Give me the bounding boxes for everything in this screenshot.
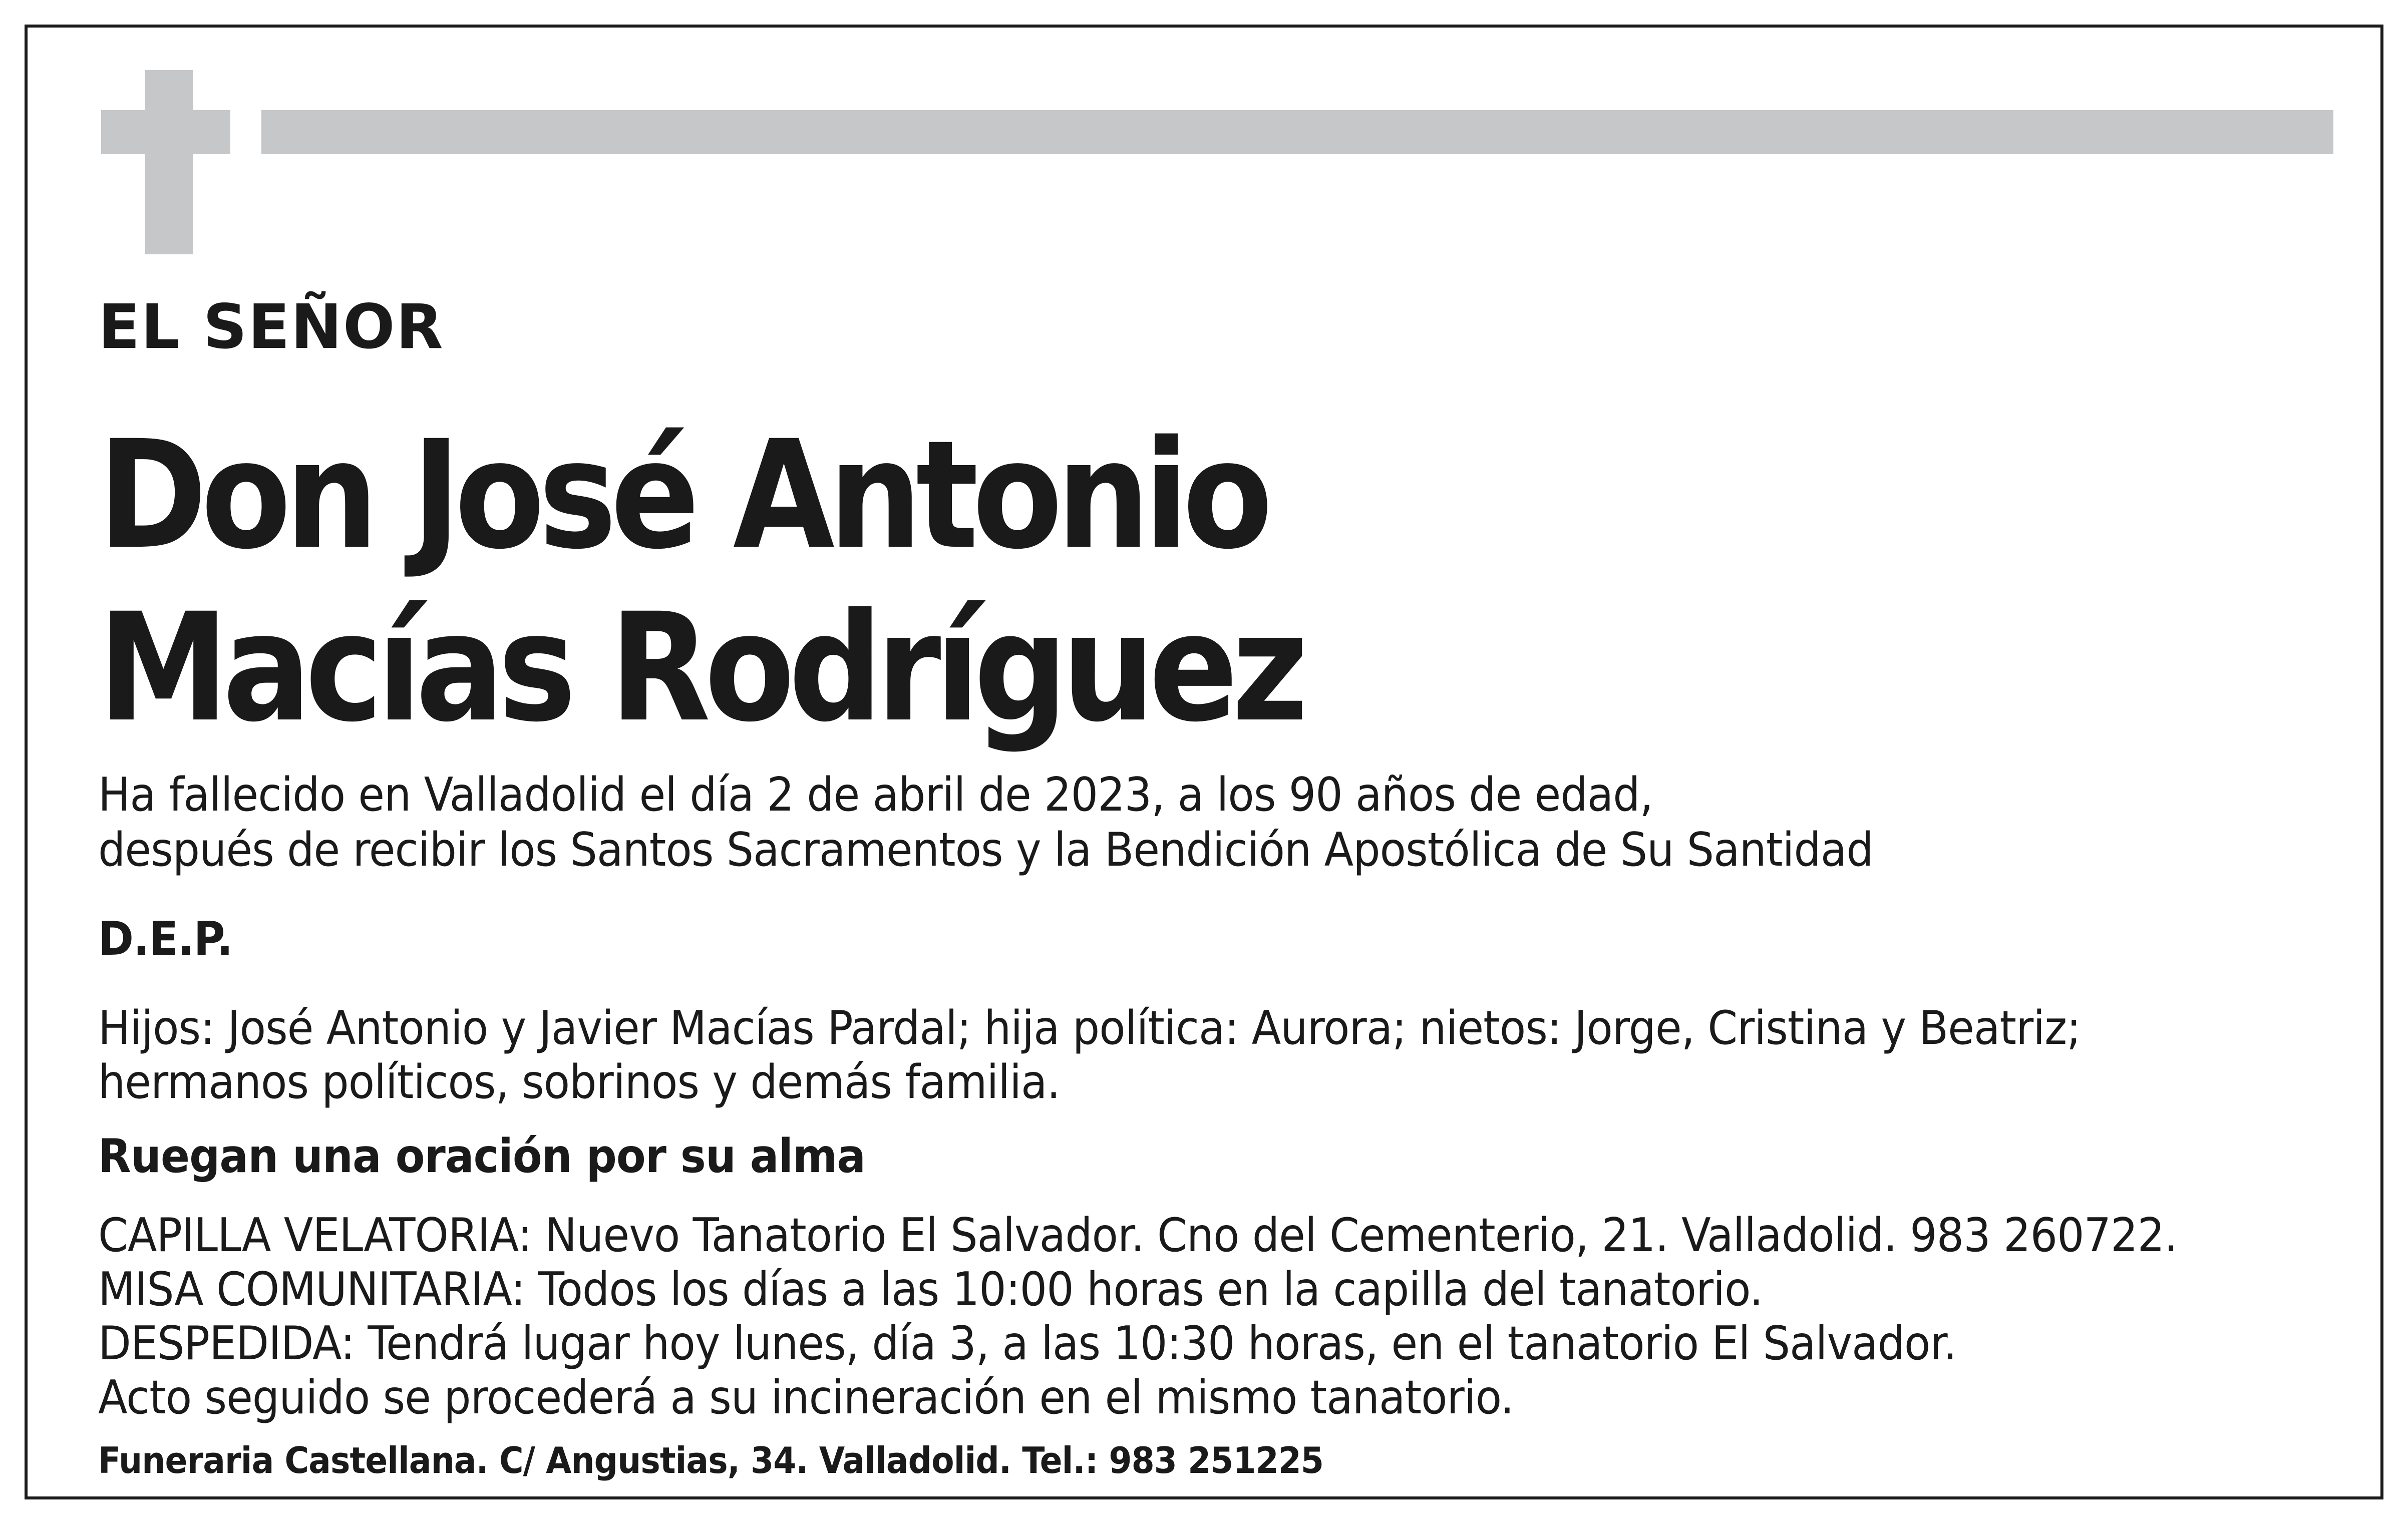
deceased-name-line-1: Don José Antonio xyxy=(98,409,1267,582)
cross-icon-vertical xyxy=(145,70,193,254)
service-line-farewell: DESPEDIDA: Tendrá lugar hoy lunes, día 3, a las 10:30 horas, en el tanatorio El Salvador. xyxy=(98,1316,1957,1370)
service-line-wake: CAPILLA VELATORIA: Nuevo Tanatorio El Salvador. Cno del Cementerio, 21. Valladolid. 983 260722. xyxy=(98,1208,2178,1262)
death-statement-line-1: Ha fallecido en Valladolid el día 2 de abril de 2023, a los 90 años de edad, xyxy=(98,768,1653,822)
rip-abbreviation: D.E.P. xyxy=(98,912,233,966)
honorific: EL SEÑOR xyxy=(98,291,444,362)
funeral-home-footer: Funeraria Castellana. C/ Angustias, 34. Valladolid. Tel.: 983 251225 xyxy=(98,1439,1324,1481)
service-line-cremation: Acto seguido se procederá a su incineración en el mismo tanatorio. xyxy=(98,1370,1514,1424)
header-rule xyxy=(261,110,2333,154)
service-line-mass: MISA COMUNITARIA: Todos los días a las 10:00 horas en la capilla del tanatorio. xyxy=(98,1262,1763,1316)
family-line-2: hermanos políticos, sobrinos y demás familia. xyxy=(98,1055,1060,1109)
deceased-name-line-2: Macías Rodríguez xyxy=(98,581,1302,755)
death-statement-line-2: después de recibir los Santos Sacramentos y la Bendición Apostólica de Su Santidad xyxy=(98,823,1873,877)
cross-icon-horizontal xyxy=(101,110,230,154)
prayer-request: Ruegan una oración por su alma xyxy=(98,1129,866,1183)
family-line-1: Hijos: José Antonio y Javier Macías Pardal; hija política: Aurora; nietos: Jorge, Cristina y Beatriz; xyxy=(98,1001,2081,1055)
